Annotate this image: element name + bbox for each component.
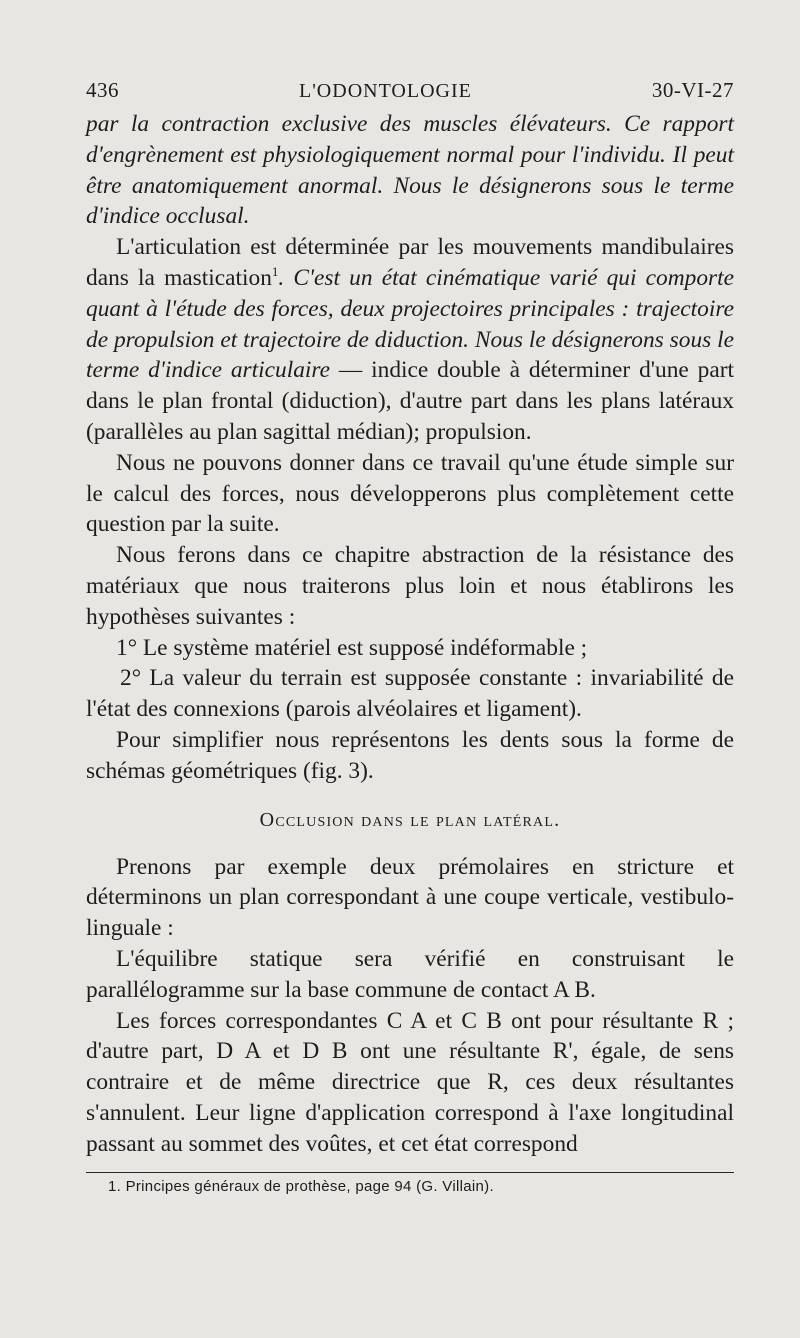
footnote-marker[interactable]: 1: [271, 264, 279, 280]
hypothesis-2: 2° La valeur du terrain est supposée constante : invariabilité de l'état des connexions (parois alvéolaires et ligament).: [86, 665, 734, 723]
paragraph-equilibrium: L'équilibre statique sera vérifié en construisant le parallélogramme sur la base commune de contact A B.: [86, 945, 734, 1003]
section-heading: Occlusion dans le plan latéral.: [259, 808, 561, 831]
footnote-divider: [86, 1172, 734, 1173]
paragraph-articulation-end: — indice double à déterminer d'une part dans le plan frontal (diduction), d'autre part dans les plans latéraux (parallèles au plan sagittal médian); propulsion.: [86, 357, 734, 445]
running-header: [86, 78, 734, 103]
paragraph-simple-study: Nous ne pouvons donner dans ce travail qu'une étude simple sur le calcul des forces, nous développerons plus complètement cette question par la suite.: [86, 449, 734, 538]
paragraph-articulation-italic: . C'est un état cinématique varié qui comporte quant à l'étude des forces, deux projectoires principales : trajectoire de propulsion et trajectoire de diduction. Nous le désignerons sous le terme d'indice articulaire: [86, 264, 734, 384]
page-number: 436: [86, 78, 119, 102]
paragraph-hypotheses: Nous ferons dans ce chapitre abstraction de la résistance des matériaux que nous traiterons plus loin et nous établirons les hypothèses suivantes :: [86, 542, 734, 630]
paragraph-forces: Les forces correspondantes C A et C B ont pour résultante R ; d'autre part, D A et D B ont une résultante R', égale, de sens contraire et de même directrice que R, ces deux résultantes s'annulent. Leur ligne d'application correspond à l'axe longitudinal passant au sommet des voûtes, et cet état correspond: [86, 1007, 734, 1157]
journal-title: L'ODONTOLOGIE: [298, 80, 472, 102]
paragraph-schemas: Pour simplifier nous représentons les dents sous la forme de schémas géométriques (fig. 3).: [86, 726, 734, 784]
hypothesis-1: 1° Le système matériel est supposé indéformable ;: [116, 634, 588, 661]
paragraph-articulation: [86, 232, 734, 448]
paragraph-occlusal-index: par la contraction exclusive des muscles élévateurs. Ce rapport d'engrènement est physiologiquement normal pour l'individu. Il peut être anatomiquement anormal. Nous le désignerons sous le terme d'indice occlusal.: [86, 111, 734, 230]
footnote: 1. Principes généraux de prothèse, page 94 (G. Villain).: [108, 1177, 494, 1195]
paragraph-premolars: Prenons par exemple deux prémolaires en stricture et déterminons un plan correspondant à une coupe verticale, vestibulo-linguale :: [86, 853, 734, 942]
issue-date: 30-VI-27: [651, 78, 734, 102]
paragraph-articulation-start: L'articulation est déterminée par les mouvements mandibulaires dans la mastication: [86, 234, 734, 291]
